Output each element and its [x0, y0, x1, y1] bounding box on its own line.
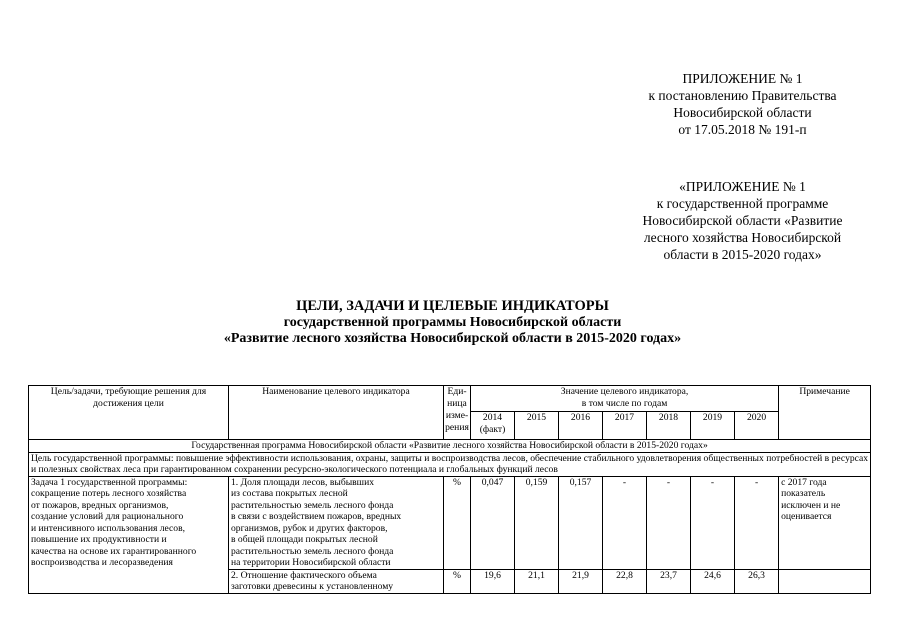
document-title — [0, 298, 905, 348]
value-cell: 21,1 — [515, 569, 559, 593]
appendix-line: ПРИЛОЖЕНИЕ № 1 — [682, 71, 803, 86]
value-cell: 23,7 — [647, 569, 691, 593]
value-cell: - — [647, 476, 691, 569]
header-values-line: Значение целевого индикатора, — [560, 386, 689, 397]
program-row — [29, 440, 871, 453]
program-appendix-line: лесного хозяйства Новосибирской — [643, 230, 842, 245]
task-cell — [29, 476, 229, 593]
program-cell: Государственная программа Новосибирской области «Развитие лесного хозяйства Новосибирской области в 2015-2020 годах» — [29, 440, 871, 453]
note-line: оценивается — [781, 511, 832, 522]
value-cell: 22,8 — [603, 569, 647, 593]
header-values-line: в том числе по годам — [581, 397, 668, 409]
title-line-3: «Развитие лесного хозяйства Новосибирской области в 2015-2020 годах» — [223, 331, 682, 346]
header-unit-line: изме- — [445, 410, 469, 421]
indicator-line: 2. Отношение фактического объема — [231, 569, 377, 581]
year-cell — [647, 412, 691, 440]
unit-cell: % — [444, 476, 471, 569]
value-cell: 0,157 — [559, 476, 603, 569]
goal-cell: Цель государственной программы: повышение эффективности использования, охраны, защиты и воспроизводства лесов, обеспечение стабильного удовлетворения общественных потребностей в ресурсах и полезных свойствах леса при гарантированном сохранении ресурсно-экологического потенциала и глобальных функций лесов — [29, 452, 871, 476]
indicator-line: из состава покрытых лесной — [231, 488, 348, 499]
appendix-header — [600, 70, 885, 138]
year-label: 2017 — [614, 412, 635, 423]
appendix-line: к постановлению Правительства — [648, 88, 837, 103]
indicator-line: заготовки древесины к установленному — [231, 581, 394, 592]
header-unit-line: Еди- — [447, 386, 467, 397]
indicators-table — [28, 385, 871, 594]
indicator-line: в общей площади покрытых лесной — [231, 534, 378, 545]
year-label: 2020 — [746, 412, 767, 423]
goal-row — [29, 452, 871, 476]
program-appendix-line: Новосибирской области «Развитие — [642, 213, 843, 228]
task-line: повышение их продуктивности и — [31, 534, 167, 545]
year-label: 2014 — [482, 412, 503, 423]
year-cell — [603, 412, 647, 440]
year-cell — [691, 412, 735, 440]
year-label: 2018 — [658, 412, 679, 423]
value-cell: 19,6 — [471, 569, 515, 593]
note-line: показатель — [781, 488, 826, 499]
appendix-line: от 17.05.2018 № 191-п — [678, 122, 807, 137]
unit-cell: % — [444, 569, 471, 593]
title-line-2: государственной программы Новосибирской области — [283, 314, 622, 330]
value-cell: - — [603, 476, 647, 569]
note-cell — [779, 569, 871, 593]
indicator-line: в связи с воздействием пожаров, вредных — [231, 511, 402, 522]
year-cell — [559, 412, 603, 440]
header-row — [29, 386, 871, 412]
program-appendix-line: «ПРИЛОЖЕНИЕ № 1 — [679, 179, 806, 194]
header-note: Примечание — [779, 386, 871, 440]
value-cell: 21,9 — [559, 569, 603, 593]
program-appendix-line: области в 2015-2020 годах» — [663, 247, 822, 262]
note-line: с 2017 года — [781, 476, 827, 488]
header-values — [471, 386, 779, 412]
year-sublabel: (факт) — [479, 423, 506, 435]
task-line: и интенсивного использования лесов, — [31, 522, 186, 534]
note-cell — [779, 476, 871, 569]
indicator-name-cell — [229, 476, 444, 569]
year-label: 2016 — [570, 412, 591, 423]
year-cell — [471, 412, 515, 440]
task-line: от пожаров, вредных организмов, — [31, 499, 169, 511]
indicator-line: растительностью земель лесного фонда — [231, 545, 394, 557]
header-goal: Цель/задачи, требующие решения для достижения цели — [29, 386, 229, 440]
task-line: воспроизводства и лесоразведения — [31, 557, 173, 568]
title-line-1: ЦЕЛИ, ЗАДАЧИ И ЦЕЛЕВЫЕ ИНДИКАТОРЫ — [296, 298, 609, 314]
year-cell — [515, 412, 559, 440]
value-cell: - — [735, 476, 779, 569]
indicator-name-cell — [229, 569, 444, 593]
indicator-line: на территории Новосибирской области — [231, 557, 391, 568]
header-unit-line: ница — [447, 397, 467, 409]
header-unit-line: рения — [445, 421, 469, 433]
indicator-line: растительностью земель лесного фонда — [231, 499, 394, 511]
indicator-line: 1. Доля площади лесов, выбывших — [231, 476, 375, 488]
header-unit — [444, 386, 471, 440]
indicator-row-1 — [29, 476, 871, 569]
value-cell: 24,6 — [691, 569, 735, 593]
task-line: создание условий для рационального — [31, 511, 184, 522]
year-label: 2015 — [526, 412, 547, 423]
indicator-line: организмов, рубок и других факторов, — [231, 522, 388, 534]
value-cell: 0,159 — [515, 476, 559, 569]
task-line: Задача 1 государственной программы: — [31, 476, 188, 488]
header-indicator: Наименование целевого индикатора — [229, 386, 444, 440]
year-cell — [735, 412, 779, 440]
value-cell: - — [691, 476, 735, 569]
year-label: 2019 — [702, 412, 723, 423]
program-appendix-header — [600, 178, 885, 263]
appendix-line: Новосибирской области — [673, 105, 812, 120]
value-cell: 26,3 — [735, 569, 779, 593]
value-cell: 0,047 — [471, 476, 515, 569]
task-line: качества на основе их гарантированного — [31, 545, 197, 557]
program-appendix-line: к государственной программе — [656, 196, 829, 211]
task-line: сокращение потерь лесного хозяйства — [31, 488, 187, 499]
note-line: исключен и не — [781, 499, 841, 511]
